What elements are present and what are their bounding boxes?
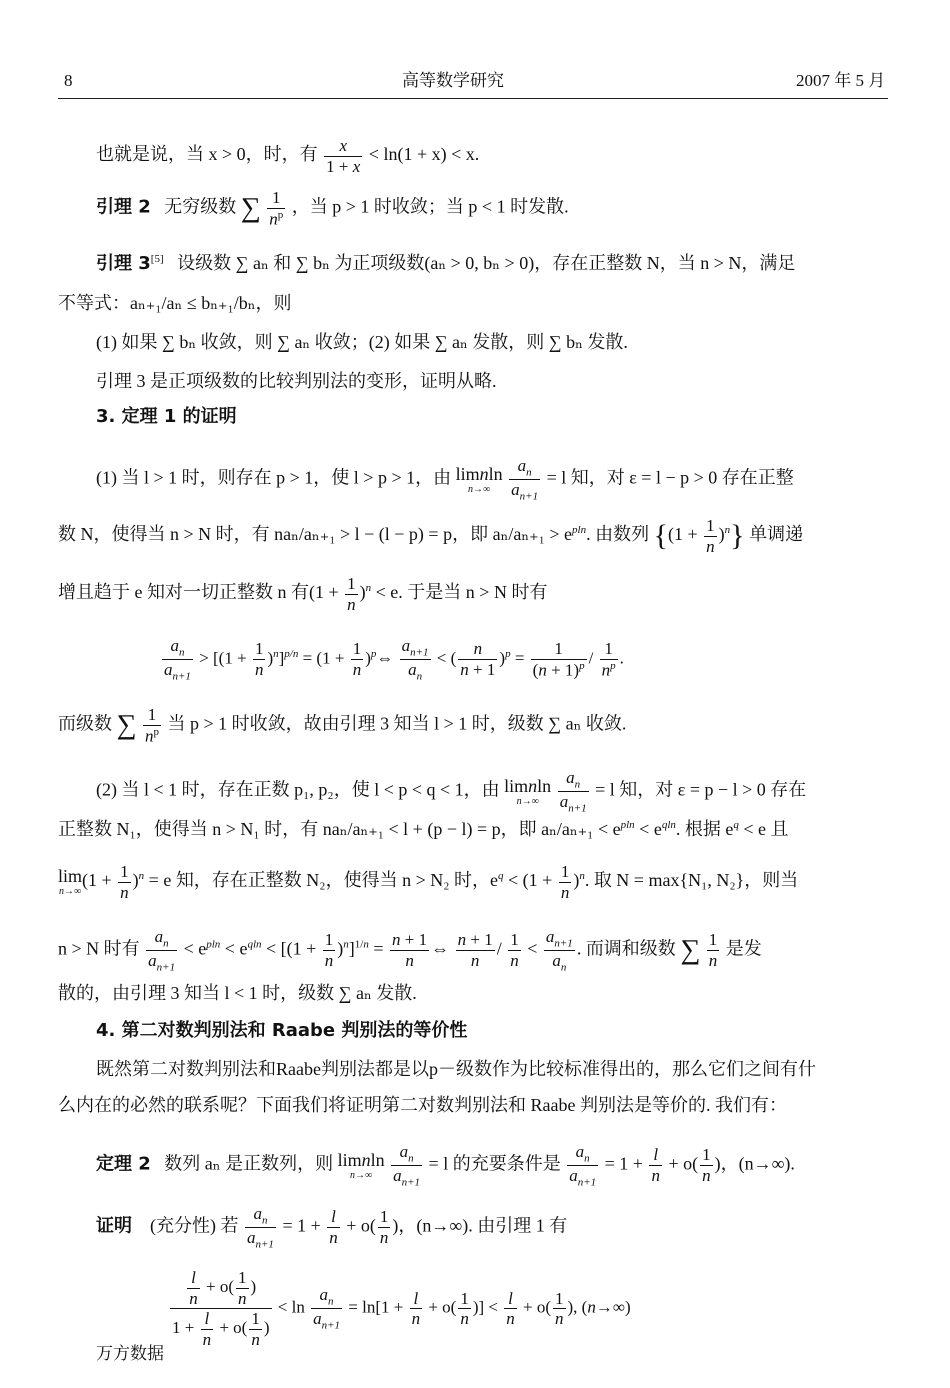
- lemma-3-note: 引理 3 是正项级数的比较判别法的变形，证明从略.: [96, 371, 497, 391]
- lemma-3-citation: [5]: [150, 253, 164, 265]
- section-4-title: 4. 第二对数判别法和 Raabe 判别法的等价性: [96, 1020, 468, 1041]
- journal-title: 高等数学研究: [402, 71, 504, 90]
- proof-part-2-line-3: lim n→∞ (1 + $\frac{1}{n}$ )$^n$ = e 知，存在正整数 N₂，使得当 n > N₂ 时，$e^q < (1$ + $\frac{1}{n}$ )$^n$. 取 N = max{N₁, N₂}，则当: [58, 862, 799, 902]
- lemma-3-items: (1) 如果 ∑ bₙ 收敛，则 ∑ aₙ 收敛；(2) 如果 ∑ aₙ 发散，则 ∑ bₙ 发散.: [96, 332, 628, 352]
- proof-part-1-line-2: 数 N，使得当 n > N 时，有 naₙ/aₙ₊₁ > l − (l − p) = p，即 $a_n/a_{n+1} > e^{pln}$. 由数列 {(1 + $\frac{1}{n}$ )$^n$} 单调递: [58, 516, 804, 556]
- fraction-x-over-1px: $\frac{x}{1 + x}$: [326, 136, 361, 176]
- issue-date: 2007 年 5 月: [796, 71, 886, 90]
- proof-part-1-line-4: 而级数 ∑ $\frac{1}{n^p}$ 当 p > 1 时收敛，故由引理 3 知当 l > 1 时，级数 ∑ aₙ 收敛.: [58, 705, 627, 746]
- display-equation-1: $\frac{a_n}{a_{n+1}}$ > [(1 + $\frac{1}{n}$ )$^n$]$^{p/n}$ = (1 + $\frac{1}{n}$ )$^p$⇔ $\frac{a_{n+1}}{a_n}$ < ( $\frac{n}{n + 1}$ )$^p$ = $\frac{1}{(n + 1)^p}$ / $\frac{1}{n^p}$ .: [164, 636, 624, 683]
- proof-part-1-line-3: 增且趋于 e 知对一切正整数 n 有(1 + $\frac{1}{n}$ )$^n$ < e. 于是当 n > N 时有: [58, 574, 548, 614]
- proof-part-2-line-2: 正整数 N₁，使得当 n > N₁ 时，有 naₙ/aₙ₊₁ < l + (p − l) = p，即 $a_n/a_{n+1} < e^{pln} < e^{qln}$. 根据 $e^q < e$ 且: [58, 819, 789, 839]
- section-4-paragraph-line-2: 么内在的必然的联系呢？下面我们将证明第二对数判别法和 Raabe 判别法是等价的. 我们有：: [58, 1095, 787, 1115]
- page-number: 8: [64, 71, 73, 90]
- theorem-2: 定理 2 数列 aₙ 是正数列，则 limnln n→∞ $\frac{a_n}{a_{n+1}}$ = l 的充要条件是 $\frac{a_n}{a_{n+1}}$ = 1 + $\frac{l}{n}$ + o( $\frac{1}{n}$ )，(n→∞).: [96, 1142, 795, 1189]
- theorem-2-label: 定理 2: [96, 1153, 151, 1175]
- proof-part-2-line-4: n > N 时有 $\frac{a_n}{a_{n+1}}$ < $e^{pln} < e^{qln} < [(1$ + $\frac{1}{n}$ )$^n$]$^{1/n}$ = $\frac{n + 1}{n}$ ⇔ $\frac{n + 1}{n}$ / $\frac{1}{n}$ < $\frac{a_{n+1}}{a_n}$ . 而调和级数 ∑ $\frac{1}{n}$ 是发: [58, 927, 762, 974]
- text-line-1: 也就是说，当 x > 0，时，有 $\frac{x}{1 + x}$ < ln(1 + x) < x.: [96, 136, 480, 176]
- section-4-paragraph-line-1: 既然第二对数判别法和Raabe判别法都是以p－级数作为比较标准得出的，那么它们之间有什: [96, 1059, 816, 1079]
- header-rule: [58, 98, 888, 99]
- proof-sufficiency: 证明 (充分性) 若 $\frac{a_n}{a_{n+1}}$ = 1 + $\frac{l}{n}$ + o( $\frac{1}{n}$ )，(n→∞). 由引理 1 有: [96, 1204, 568, 1251]
- sum-symbol: ∑: [240, 192, 261, 224]
- proof-label: 证明: [96, 1215, 132, 1237]
- display-equation-2: $\frac{l}{n}$ + o( $\frac{1}{n}$ ) 1 + $\frac{l}{n}$ + o( $\frac{1}{n}$ ) < ln $\frac{a_n}{a_{n+1}}$ = ln[1 + $\frac{l}{n}$ + o( $\frac{1}{n}$ )] < $\frac{l}{n}$ + o( $\frac{1}{n}$ ), (n→∞): [172, 1268, 631, 1349]
- proof-part-2-line-1: (2) 当 l < 1 时，存在正数 p₁, p₂，使 l < p < q < 1，由 limnln n→∞ $\frac{a_n}{a_{n+1}}$ = l 知，对 ε = p − l > 0 存在: [96, 768, 807, 815]
- proof-part-2-line-5: 散的，由引理 3 知当 l < 1 时，级数 ∑ aₙ 发散.: [58, 983, 417, 1003]
- lemma-3: 引理 3[5] 设级数 ∑ aₙ 和 ∑ bₙ 为正项级数(aₙ > 0, bₙ > 0)，存在正整数 N，当 n > N，满足: [96, 253, 796, 274]
- lemma-3-label: 引理 3: [96, 253, 151, 274]
- section-3-title: 3. 定理 1 的证明: [96, 406, 237, 427]
- lemma-2-label: 引理 2: [96, 196, 151, 218]
- source-watermark: 万方数据: [96, 1344, 164, 1364]
- lemma-2: 引理 2 无穷级数 ∑ $\frac{1}{n^p}$ ，当 p > 1 时收敛；当 p < 1 时发散.: [96, 188, 569, 229]
- lemma-3-line-2: 不等式：aₙ₊₁/aₙ ≤ bₙ₊₁/bₙ，则: [58, 293, 292, 313]
- proof-part-1-line-1: (1) 当 l > 1 时，则存在 p > 1，使 l > p > 1，由 limnln n→∞ $\frac{a_n}{a_{n+1}}$ = l 知，对 ε = l − p > 0 存在正整: [96, 456, 794, 503]
